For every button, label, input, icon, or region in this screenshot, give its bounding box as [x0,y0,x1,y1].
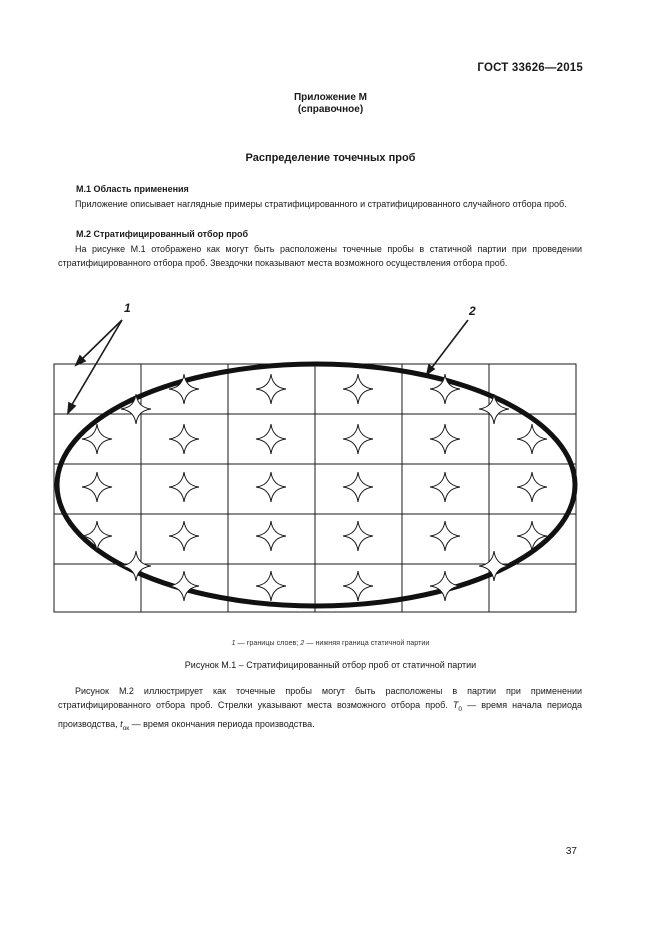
m1-heading: М.1 Область применения [76,184,189,194]
appendix-subtitle: (справочное) [297,104,364,115]
figure-m1 [50,298,590,618]
page-number: 37 [565,846,577,857]
figure-label-1: 1 [124,301,131,315]
appendix-title: Приложение М [293,92,368,103]
m2-text: На рисунке М.1 отображено как могут быть расположены точечные пробы в статичной партии при проведении стратифицированного отбора проб. Звездочки показывают места возможного осуществления отбора проб. [58,244,582,268]
para3-text-1: Рисунок М.2 иллюстрирует как точечные пробы могут быть расположены в партии при применении стратифицированного отбора проб. Стрелки указывают места возможного отбора проб. [58,686,582,710]
m2-heading: М.2 Стратифицированный отбор проб [76,229,249,239]
section-title: Распределение точечных проб [245,152,416,164]
m1-text: Приложение описывает наглядные примеры стратифицированного и стратифицированного случайного отбора проб. [75,199,567,209]
t0-symbol: T [452,700,459,710]
legend-text-2: — нижняя граница статичной партии [304,638,430,647]
para3-text-3: — время окончания периода производства. [129,718,315,729]
figure-label-2: 2 [469,304,476,318]
standard-number: ГОСТ 33626—2015 [477,62,583,74]
m2-paragraph [58,242,582,270]
tok-symbol: t [120,718,123,729]
m2-paragraph-2 [58,684,582,736]
figure-legend [0,638,661,647]
legend-num-2: 2 [300,638,305,647]
para3-text-2: — время начала периода производства, [58,700,583,729]
legend-num-1: 1 [231,638,236,647]
tok-subscript: ок [122,724,130,732]
t0-subscript: 0 [458,705,462,713]
figure-caption: Рисунок М.1 – Стратифицированный отбор проб от статичной партии [184,660,477,670]
m1-paragraph [58,197,582,211]
legend-text-1: — границы слоев; [235,638,301,647]
